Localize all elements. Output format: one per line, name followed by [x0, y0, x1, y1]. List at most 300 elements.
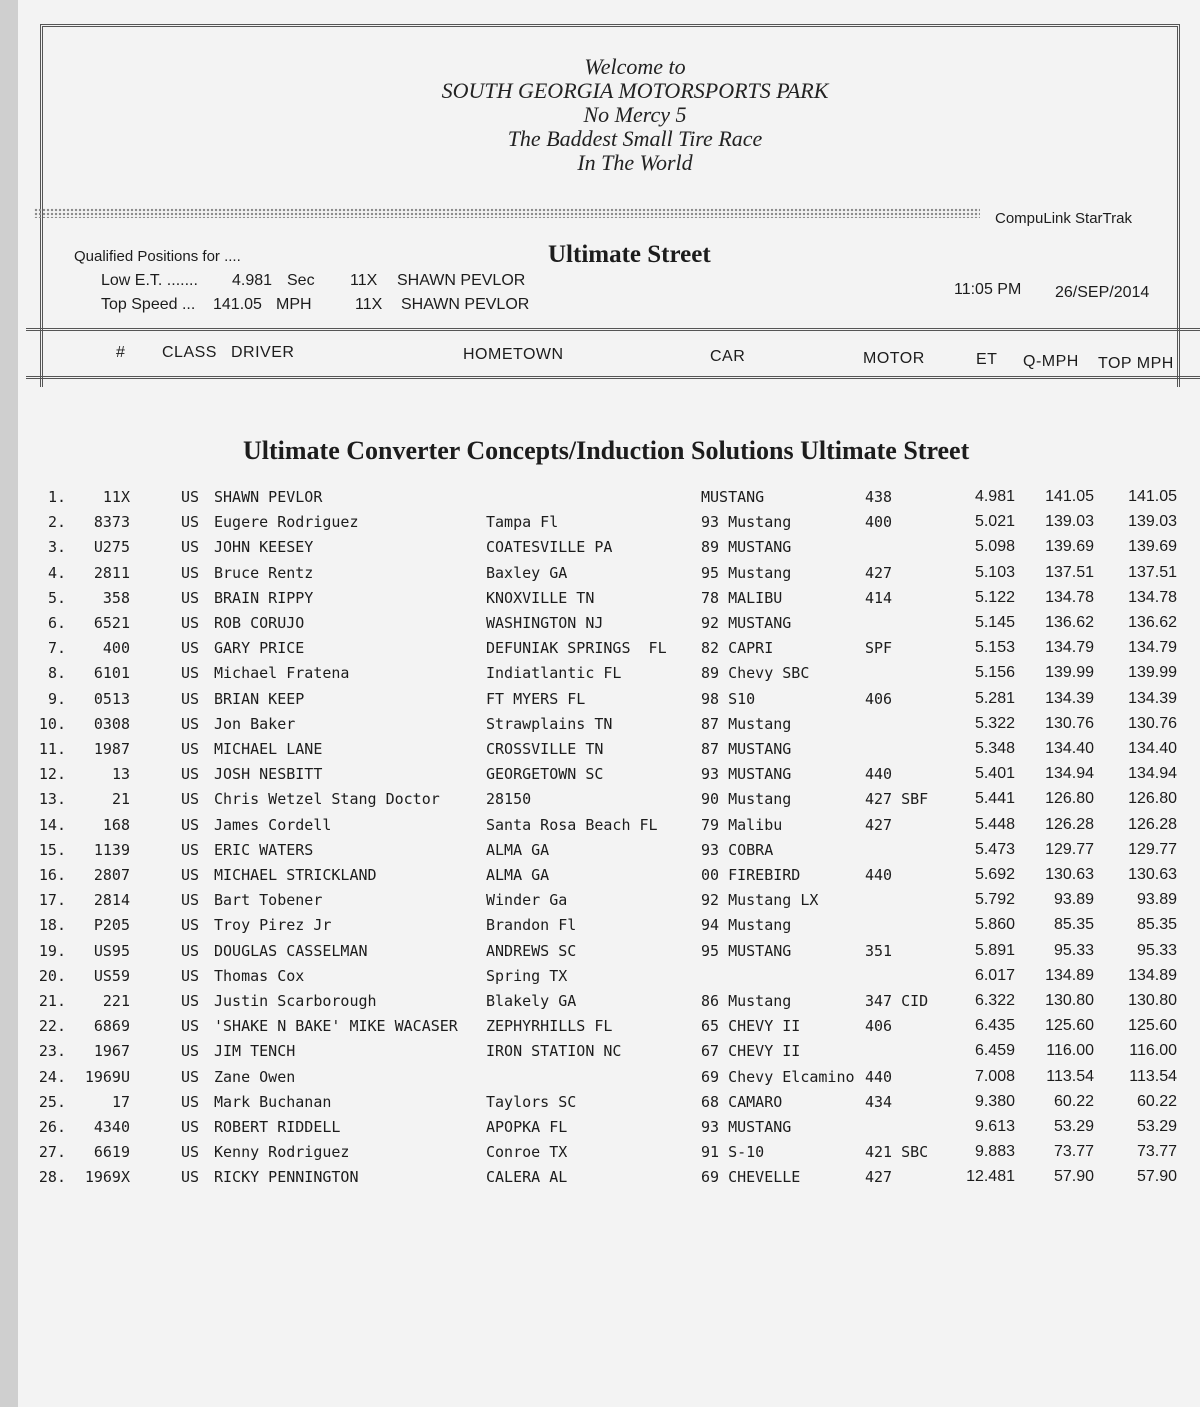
top-speed-driver: SHAWN PEVLOR — [401, 296, 530, 313]
cell-position: 5. — [47, 588, 66, 607]
cell-top-mph: 141.05 — [1128, 488, 1177, 505]
cell-car-number: US95 — [93, 941, 130, 960]
cell-driver: Thomas Cox — [214, 966, 305, 985]
cell-class: US — [181, 513, 200, 532]
cell-position: 23. — [38, 1042, 66, 1061]
cell-q-mph: 95.33 — [1053, 941, 1094, 959]
cell-hometown: WASHINGTON NJ — [486, 614, 604, 632]
col-header-hometown: HOMETOWN — [463, 346, 564, 363]
cell-hometown: CROSSVILLE TN — [486, 740, 604, 758]
cell-hometown: DEFUNIAK SPRINGS FL — [486, 639, 667, 658]
cell-top-mph: 130.63 — [1128, 866, 1177, 883]
cell-hometown: COATESVILLE PA — [486, 538, 613, 557]
cell-car-number: U275 — [93, 538, 130, 557]
cell-position: 14. — [38, 815, 66, 834]
table-row — [0, 538, 1200, 563]
cell-car: 00 FIREBIRD — [701, 866, 801, 884]
cell-driver: Zane Owen — [214, 1067, 296, 1086]
cell-position: 18. — [38, 916, 66, 935]
table-row — [0, 589, 1200, 614]
cell-position: 21. — [38, 992, 66, 1010]
cell-hometown: Conroe TX — [486, 1143, 568, 1162]
cell-driver: MICHAEL STRICKLAND — [214, 866, 377, 884]
cell-driver: James Cordell — [214, 815, 332, 834]
table-row — [0, 967, 1200, 992]
cell-class: US — [181, 790, 200, 809]
cell-et: 5.281 — [974, 689, 1015, 707]
cell-class: US — [181, 1042, 200, 1061]
cell-et: 5.153 — [974, 639, 1015, 657]
cell-top-mph: 134.79 — [1128, 639, 1177, 657]
col-header-number: # — [116, 344, 126, 361]
low-et-value: 4.981 — [232, 272, 273, 289]
cell-top-mph: 60.22 — [1136, 1092, 1177, 1110]
cell-position: 7. — [47, 639, 66, 658]
cell-car: 90 Mustang — [701, 790, 792, 809]
cell-car-number: 2814 — [93, 891, 130, 910]
track-name: SOUTH GEORGIA MOTORSPORTS PARK — [441, 78, 829, 103]
cell-car: 93 COBRA — [701, 840, 774, 859]
cell-q-mph: 130.80 — [1045, 992, 1094, 1009]
cell-class: US — [181, 639, 200, 658]
table-row — [0, 866, 1200, 891]
cell-car: 69 CHEVELLE — [701, 1168, 801, 1187]
cell-motor: 421 SBC — [865, 1143, 929, 1162]
cell-car-number: 0308 — [93, 714, 130, 733]
header-rule-bottom — [26, 376, 1200, 379]
low-et-unit: Sec — [287, 272, 315, 289]
cell-driver: BRIAN KEEP — [214, 689, 305, 708]
cell-car: 69 Chevy Elcamino — [701, 1067, 855, 1086]
cell-driver: SHAWN PEVLOR — [214, 488, 323, 506]
cell-et: 5.098 — [974, 538, 1015, 556]
table-row — [0, 664, 1200, 689]
cell-hometown: GEORGETOWN SC — [486, 765, 604, 784]
cell-class: US — [181, 664, 200, 683]
cell-driver: Eugere Rodriguez — [214, 513, 359, 532]
cell-class: US — [181, 538, 200, 557]
cell-class: US — [181, 1067, 200, 1086]
cell-class: US — [181, 1118, 200, 1136]
cell-position: 26. — [38, 1118, 66, 1136]
cell-motor: 351 — [865, 941, 893, 960]
cell-class: US — [181, 966, 200, 985]
cell-position: 4. — [47, 563, 66, 582]
report-time: 11:05 PM — [954, 281, 1022, 298]
table-row — [0, 690, 1200, 715]
cell-car: 78 MALIBU — [701, 588, 783, 607]
table-row — [0, 841, 1200, 866]
cell-top-mph: 139.69 — [1128, 538, 1177, 556]
cell-car-number: 1969U — [84, 1067, 130, 1086]
table-row — [0, 639, 1200, 664]
table-row — [0, 1093, 1200, 1118]
cell-position: 13. — [38, 790, 66, 809]
cell-hometown: Spring TX — [486, 966, 568, 985]
cell-q-mph: 139.99 — [1045, 664, 1094, 682]
cell-et: 5.860 — [974, 916, 1015, 934]
cell-top-mph: 134.39 — [1128, 689, 1177, 707]
cell-top-mph: 130.76 — [1128, 714, 1177, 732]
cell-class: US — [181, 941, 200, 960]
cell-car-number: 11X — [102, 488, 130, 506]
cell-et: 5.401 — [974, 765, 1015, 783]
cell-car: 89 MUSTANG — [701, 538, 792, 557]
cell-top-mph: 116.00 — [1129, 1042, 1177, 1060]
cell-driver: 'SHAKE N BAKE' MIKE WACASER — [214, 1017, 458, 1036]
cell-top-mph: 57.90 — [1136, 1168, 1177, 1186]
software-credit: CompuLink StarTrak — [995, 210, 1132, 227]
cell-q-mph: 134.39 — [1045, 689, 1094, 707]
cell-q-mph: 134.89 — [1045, 966, 1094, 984]
cell-car-number: 221 — [102, 992, 130, 1010]
table-row — [0, 1017, 1200, 1042]
cell-driver: Troy Pirez Jr — [214, 916, 332, 935]
cell-driver: JOHN KEESEY — [214, 538, 314, 557]
cell-et: 6.017 — [974, 966, 1015, 984]
table-row — [0, 1118, 1200, 1143]
top-speed-number: 11X — [355, 296, 383, 313]
cell-driver: JIM TENCH — [214, 1042, 296, 1061]
cell-driver: Bart Tobener — [214, 891, 323, 910]
cell-top-mph: 126.28 — [1128, 815, 1177, 833]
table-row — [0, 740, 1200, 765]
cell-position: 3. — [47, 538, 66, 557]
cell-motor: 427 — [865, 563, 893, 582]
table-row — [0, 942, 1200, 967]
sponsor-class-heading: Ultimate Converter Concepts/Induction Solutions Ultimate Street — [243, 436, 970, 465]
cell-hometown: FT MYERS FL — [486, 689, 586, 708]
cell-car: 93 MUSTANG — [701, 1118, 792, 1136]
cell-q-mph: 134.78 — [1045, 588, 1094, 606]
cell-et: 5.122 — [974, 588, 1015, 606]
cell-q-mph: 134.94 — [1045, 765, 1094, 783]
cell-hometown: 28150 — [486, 790, 532, 809]
cell-et: 5.792 — [974, 891, 1015, 909]
cell-et: 5.448 — [974, 815, 1015, 833]
table-row — [0, 816, 1200, 841]
cell-motor: 438 — [865, 488, 893, 506]
cell-car-number: 0513 — [93, 689, 130, 708]
cell-class: US — [181, 588, 200, 607]
cell-q-mph: 126.28 — [1045, 815, 1094, 833]
cell-car: 98 S10 — [701, 689, 756, 708]
cell-q-mph: 93.89 — [1053, 891, 1094, 909]
cell-car: 87 Mustang — [701, 714, 792, 733]
cell-et: 5.145 — [974, 614, 1015, 631]
cell-car-number: 13 — [111, 765, 130, 784]
cell-car: 82 CAPRI — [701, 639, 774, 658]
cell-top-mph: 73.77 — [1136, 1143, 1177, 1161]
cell-car: 93 Mustang — [701, 513, 792, 532]
cell-car: 79 Malibu — [701, 815, 783, 834]
cell-car: 93 MUSTANG — [701, 765, 792, 784]
cell-motor: 427 — [865, 815, 893, 834]
cell-hometown: Taylors SC — [486, 1092, 577, 1111]
cell-car: 95 MUSTANG — [701, 941, 792, 960]
cell-car-number: 17 — [111, 1092, 130, 1111]
cell-et: 5.473 — [974, 840, 1015, 858]
cell-hometown: Indiatlantic FL — [486, 664, 622, 683]
cell-hometown: Baxley GA — [486, 563, 568, 582]
cell-motor: 427 SBF — [865, 790, 929, 809]
col-header-qmph: Q-MPH — [1023, 353, 1079, 370]
cell-top-mph: 130.80 — [1128, 992, 1177, 1009]
qualified-label: Qualified Positions for .... — [74, 248, 241, 265]
cell-top-mph: 53.29 — [1136, 1118, 1177, 1135]
cell-q-mph: 57.90 — [1053, 1168, 1094, 1186]
table-row — [0, 1168, 1200, 1193]
cell-q-mph: 129.77 — [1045, 840, 1094, 858]
table-row — [0, 765, 1200, 790]
cell-position: 24. — [38, 1067, 66, 1086]
cell-hometown: Brandon Fl — [486, 916, 577, 935]
cell-top-mph: 129.77 — [1128, 840, 1177, 858]
table-row — [0, 891, 1200, 916]
cell-car-number: 1987 — [93, 740, 130, 758]
report-date: 26/SEP/2014 — [1055, 284, 1150, 301]
cell-position: 10. — [38, 714, 66, 733]
top-speed-unit: MPH — [276, 296, 312, 313]
cell-car: 87 MUSTANG — [701, 740, 792, 758]
cell-position: 11. — [38, 740, 66, 758]
cell-car-number: 358 — [102, 588, 130, 607]
cell-car: 92 MUSTANG — [701, 614, 792, 632]
col-header-top-mph: TOP MPH — [1098, 355, 1174, 372]
cell-et: 5.441 — [974, 790, 1015, 808]
cell-car: 89 Chevy SBC — [701, 664, 810, 683]
cell-driver: Bruce Rentz — [214, 563, 314, 582]
cell-q-mph: 134.79 — [1045, 639, 1094, 657]
class-title: Ultimate Street — [548, 241, 711, 268]
cell-car: 65 CHEVY II — [701, 1017, 801, 1036]
cell-driver: JOSH NESBITT — [214, 765, 323, 784]
cell-top-mph: 136.62 — [1128, 614, 1177, 631]
cell-car: 91 S-10 — [701, 1143, 765, 1162]
cell-hometown: IRON STATION NC — [486, 1042, 622, 1061]
cell-motor: 440 — [865, 866, 893, 884]
cell-driver: ROB CORUJO — [214, 614, 305, 632]
cell-position: 8. — [47, 664, 66, 683]
cell-position: 19. — [38, 941, 66, 960]
dotted-separator — [34, 208, 980, 218]
cell-q-mph: 116.00 — [1046, 1042, 1094, 1060]
cell-car-number: US59 — [93, 966, 130, 985]
cell-position: 2. — [47, 513, 66, 532]
col-header-et: ET — [976, 351, 998, 368]
cell-driver: DOUGLAS CASSELMAN — [214, 941, 368, 960]
cell-motor: 427 — [865, 1168, 893, 1187]
cell-driver: BRAIN RIPPY — [214, 588, 314, 607]
cell-motor: 434 — [865, 1092, 893, 1111]
cell-car-number: 6101 — [93, 664, 130, 683]
cell-position: 9. — [47, 689, 66, 708]
cell-class: US — [181, 1092, 200, 1111]
cell-position: 28. — [38, 1168, 66, 1187]
cell-hometown: Santa Rosa Beach FL — [486, 815, 658, 834]
cell-motor: 406 — [865, 689, 893, 708]
cell-class: US — [181, 1168, 200, 1187]
cell-driver: Chris Wetzel Stang Doctor — [214, 790, 440, 809]
cell-driver: RICKY PENNINGTON — [214, 1168, 359, 1187]
cell-car: 95 Mustang — [701, 563, 792, 582]
cell-motor: 440 — [865, 765, 893, 784]
cell-q-mph: 136.62 — [1045, 614, 1094, 631]
cell-position: 20. — [38, 966, 66, 985]
event-tagline-1: The Baddest Small Tire Race — [507, 126, 763, 151]
cell-top-mph: 139.03 — [1128, 513, 1177, 531]
table-row — [0, 790, 1200, 815]
cell-driver: ROBERT RIDDELL — [214, 1118, 341, 1136]
cell-et: 5.156 — [974, 664, 1015, 682]
cell-car-number: P205 — [93, 916, 130, 935]
cell-motor: 440 — [865, 1067, 893, 1086]
cell-class: US — [181, 840, 200, 859]
cell-q-mph: 126.80 — [1045, 790, 1094, 808]
cell-car-number: 4340 — [93, 1118, 130, 1136]
cell-car-number: 21 — [111, 790, 130, 809]
cell-car-number: 400 — [102, 639, 130, 658]
cell-car-number: 168 — [102, 815, 130, 834]
table-row — [0, 614, 1200, 639]
cell-hometown: Strawplains TN — [486, 714, 613, 733]
col-header-motor: MOTOR — [863, 350, 925, 367]
cell-car: MUSTANG — [701, 488, 765, 506]
cell-motor: 406 — [865, 1017, 893, 1036]
table-row — [0, 488, 1200, 513]
cell-driver: ERIC WATERS — [214, 840, 314, 859]
cell-et: 7.008 — [974, 1067, 1015, 1085]
cell-position: 22. — [38, 1017, 66, 1036]
low-et-number: 11X — [350, 272, 378, 289]
cell-et: 6.322 — [974, 992, 1015, 1009]
cell-q-mph: 139.69 — [1045, 538, 1094, 556]
cell-et: 9.613 — [974, 1118, 1015, 1135]
cell-driver: MICHAEL LANE — [214, 740, 323, 758]
cell-position: 6. — [47, 614, 66, 632]
cell-q-mph: 130.63 — [1045, 866, 1094, 883]
cell-motor: 347 CID — [865, 992, 929, 1010]
col-header-class: CLASS — [162, 344, 217, 361]
cell-class: US — [181, 765, 200, 784]
cell-car-number: 1139 — [93, 840, 130, 859]
cell-et: 4.981 — [974, 488, 1015, 505]
cell-q-mph: 125.60 — [1045, 1017, 1094, 1035]
cell-hometown: Tampa Fl — [486, 513, 559, 532]
col-header-car: CAR — [710, 348, 746, 365]
cell-class: US — [181, 488, 200, 506]
cell-class: US — [181, 714, 200, 733]
cell-q-mph: 141.05 — [1045, 488, 1094, 505]
cell-car-number: 6521 — [93, 614, 130, 632]
cell-et: 5.103 — [974, 563, 1015, 581]
cell-hometown: KNOXVILLE TN — [486, 588, 595, 607]
cell-car-number: 2811 — [93, 563, 130, 582]
table-row — [0, 1068, 1200, 1093]
cell-q-mph: 134.40 — [1045, 740, 1094, 757]
cell-class: US — [181, 916, 200, 935]
low-et-driver: SHAWN PEVLOR — [397, 272, 526, 289]
cell-et: 9.380 — [974, 1092, 1015, 1110]
cell-class: US — [181, 1143, 200, 1162]
cell-class: US — [181, 891, 200, 910]
cell-et: 9.883 — [974, 1143, 1015, 1161]
cell-hometown: ALMA GA — [486, 840, 550, 859]
welcome-line: Welcome to — [584, 54, 686, 79]
cell-car: 92 Mustang LX — [701, 891, 819, 910]
top-speed-label: Top Speed ... — [101, 296, 196, 313]
cell-top-mph: 134.94 — [1128, 765, 1177, 783]
cell-car: 67 CHEVY II — [701, 1042, 801, 1061]
cell-top-mph: 134.40 — [1128, 740, 1177, 757]
cell-q-mph: 53.29 — [1053, 1118, 1094, 1135]
cell-q-mph: 139.03 — [1045, 513, 1094, 531]
table-row — [0, 564, 1200, 589]
cell-q-mph: 137.51 — [1045, 563, 1094, 581]
cell-top-mph: 125.60 — [1128, 1017, 1177, 1035]
cell-et: 12.481 — [966, 1168, 1015, 1186]
cell-hometown: ALMA GA — [486, 866, 550, 884]
cell-q-mph: 60.22 — [1053, 1092, 1094, 1110]
cell-et: 5.891 — [974, 941, 1015, 959]
cell-position: 15. — [38, 840, 66, 859]
cell-class: US — [181, 614, 200, 632]
cell-position: 17. — [38, 891, 66, 910]
table-row — [0, 916, 1200, 941]
cell-hometown: ANDREWS SC — [486, 941, 577, 960]
cell-driver: Kenny Rodriguez — [214, 1143, 350, 1162]
top-speed-value: 141.05 — [213, 296, 262, 313]
col-header-driver: DRIVER — [231, 344, 295, 361]
table-row — [0, 992, 1200, 1017]
cell-position: 25. — [38, 1092, 66, 1111]
cell-driver: GARY PRICE — [214, 639, 305, 658]
cell-car-number: 2807 — [93, 866, 130, 884]
cell-top-mph: 113.54 — [1129, 1067, 1177, 1085]
cell-et: 5.021 — [974, 513, 1015, 531]
cell-top-mph: 139.99 — [1128, 664, 1177, 682]
cell-motor: 414 — [865, 588, 893, 607]
cell-top-mph: 134.78 — [1128, 588, 1177, 606]
table-row — [0, 1143, 1200, 1168]
cell-position: 27. — [38, 1143, 66, 1162]
cell-position: 12. — [38, 765, 66, 784]
cell-top-mph: 95.33 — [1136, 941, 1177, 959]
cell-class: US — [181, 815, 200, 834]
cell-position: 16. — [38, 866, 66, 884]
cell-driver: Justin Scarborough — [214, 992, 377, 1010]
cell-car-number: 6869 — [93, 1017, 130, 1036]
cell-top-mph: 93.89 — [1136, 891, 1177, 909]
cell-top-mph: 85.35 — [1136, 916, 1177, 934]
cell-class: US — [181, 1017, 200, 1036]
cell-q-mph: 85.35 — [1053, 916, 1094, 934]
cell-top-mph: 137.51 — [1128, 563, 1177, 581]
cell-hometown: ZEPHYRHILLS FL — [486, 1017, 613, 1036]
table-row — [0, 513, 1200, 538]
table-row — [0, 715, 1200, 740]
cell-class: US — [181, 866, 200, 884]
table-row — [0, 1042, 1200, 1067]
cell-car-number: 1967 — [93, 1042, 130, 1061]
cell-car: 68 CAMARO — [701, 1092, 783, 1111]
cell-car: 94 Mustang — [701, 916, 792, 935]
event-tagline-2: In The World — [577, 150, 693, 175]
cell-car: 86 Mustang — [701, 992, 792, 1010]
cell-et: 6.435 — [974, 1017, 1015, 1035]
cell-q-mph: 73.77 — [1053, 1143, 1094, 1161]
cell-motor: SPF — [865, 639, 893, 658]
